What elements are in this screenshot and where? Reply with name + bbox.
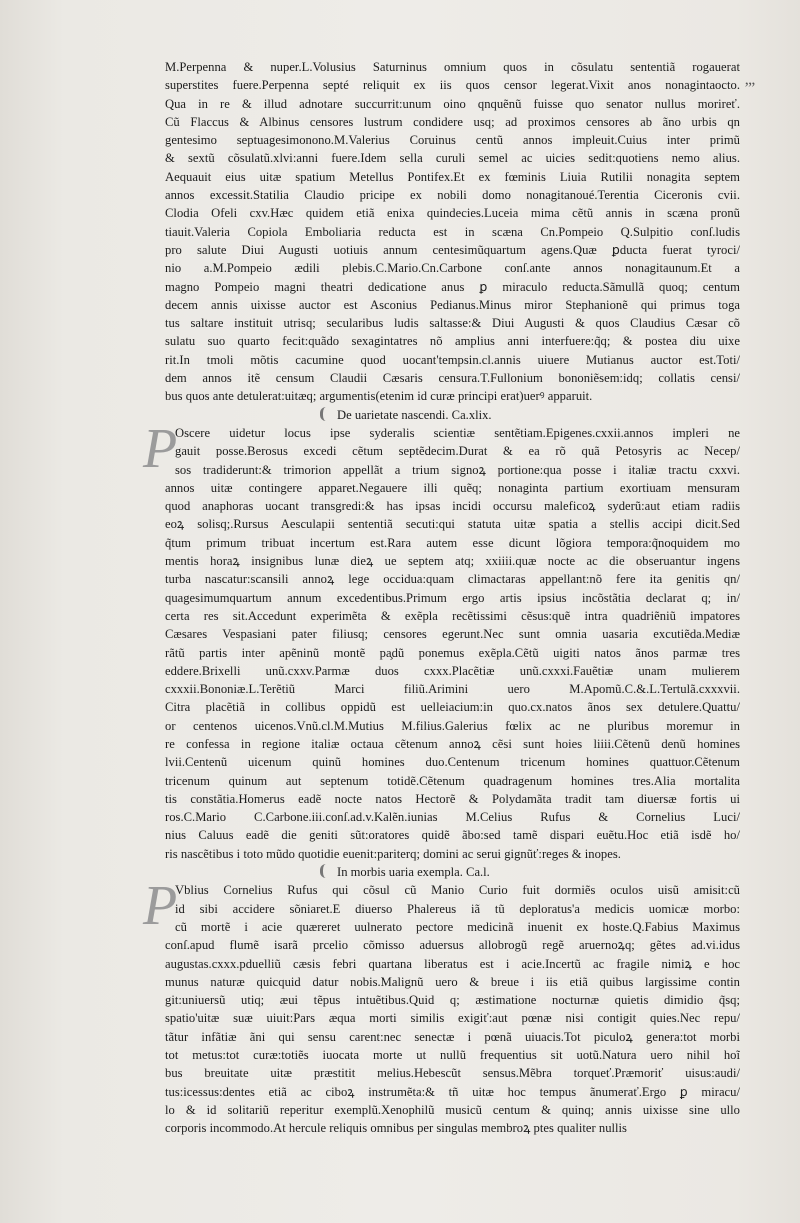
text-line: tricenum quinum aut septenum totidẽ.Cẽtenum quadragenum homines tres.Alia mortalita: [165, 773, 740, 788]
text-line: tis constãtia.Homerus eadẽ nocte natos Hectorẽ & Polydamãta tradit tam diuersæ fortis ui: [165, 791, 740, 806]
drop-cap-initial: P: [143, 875, 178, 938]
text-line: id sibi accidere sõniaret.E diuerso Phalereus iã tũ deploratus'a medicis uomicæ morbo:: [175, 901, 740, 916]
text-line: spatio'uitæ suæ uiuit:Pars æqua morti similis exigiť:aut pœnæ nisi contigit quies.Nec repu/: [165, 1011, 740, 1026]
text-line: munus naturæ quicquid datur nobis.Malignũ uero & breue i iis etiã quibus largissime contin: [165, 974, 740, 989]
text-line: mentis horaꝝ insignibus lunæ dieꝝ ue septem atq; xxiiii.quæ nocte ac die obseruantur ingens: [165, 554, 740, 569]
text-line: tot metus:tot curæ:totiẽs iuocata morte ut nullũ frequentius sit uotũ.Natura uero nihil hoĩ: [165, 1048, 740, 1063]
text-line: rãtũ partis inter apẽninũ montẽ pa̧dũ ponemus exẽpla.Cẽtũ uigiti natos ãnos parmæ tres: [165, 645, 740, 660]
paragraph-mark-icon: [320, 407, 333, 421]
text-line: bus quos ante detulerat:uitæq; argumentis(etenim id curæ principi erat)uerꝰ apparuit.: [165, 389, 593, 404]
text-line: eoꝝ solisq;.Rursus Aesculapii sententiã secuti:qui statuta uitæ spatia a stellis accipi dicit.Sed: [165, 517, 740, 532]
text-line: Cæsares Vespasiani pater filiusq; censores egerunt.Nec sunt omnia uasaria excutiẽda.Mediæ: [165, 627, 740, 642]
text-line: or centenos uicenos.Vnũ.cl.M.Mutius M.filius.Galerius fœlix ac ne pluribus moremur in: [165, 718, 740, 733]
text-line: Qua in re & illud adnotare succurrit:unum oino qnquẽnũ fuisse quo senator nullus morireť.: [165, 96, 740, 111]
margin-mark: ʼʼʼ: [744, 80, 754, 97]
text-line: nio a.M.Pompeio ædili plebis.C.Mario.Cn.Carbone conſ.ante annos nonagitaunum.Et a: [165, 261, 740, 276]
text-line: Oscere uidetur locus ipse syderalis scientiæ sentẽtiam.Epigenes.cxxii.annos impleri ne: [175, 425, 740, 440]
paragraph-mark-icon: [320, 864, 333, 878]
text-line: cxxxii.Bononiæ.L.Terẽtiũ Marci filiũ.Arimini uero M.Apomũ.C.&.L.Tertulã.cxxxvii.: [165, 682, 740, 697]
text-line: pro salute Diui Augusti uotiuis annum centesimũquartum agens.Quæ ꝑducta fuerat tyroci/: [165, 242, 740, 257]
text-line: corporis incommodo.At hercule reliquis omnibus per singulas membroꝝ ptes qualiter nullis: [165, 1121, 627, 1136]
text-line: Vblius Cornelius Rufus qui cõsul cũ Manio Curio fuit dormiẽs oculos uisũ amisit:cũ: [175, 883, 740, 898]
text-line: Aequauit eius uitæ spatium Metellus Pontifex.Et ex fœminis Liuia Rutilii nonagita septem: [165, 169, 740, 184]
text-line: tus:icessus:dentes etiã ac ciboꝝ instrumẽta:& tñ uitæ hoc tempus ãnumerať.Ergo ꝑ miracu/: [165, 1084, 740, 1099]
text-line: sulatu suo quarto fecit:quãdo sexagintatres nõ amplius anni interfuere:q̃q; & postea diu uixe: [165, 334, 740, 349]
text-line: quagesimumquartum annum excedentibus.Primum ergo artis ipsius incõstãtia declarat q; in/: [165, 590, 740, 605]
chapter-heading-xlix: [165, 406, 740, 424]
text-line: conſ.apud flumẽ isarã prcelio cõmisso aduersus allobrogũ regẽ aruernoꝝq; gẽtes ad.vi.idus: [165, 938, 740, 953]
text-line: re confessa in regione italiæ octaua cẽtenum annoꝝ cẽsi sunt hoies liiii.Cẽtenũ denũ homines: [165, 736, 740, 751]
text-line: annos uitæ contingere apparet.Negauere illi quẽq; nonaginta partium exortiuam mensuram: [165, 480, 740, 495]
section-3: [143, 875, 740, 1137]
text-line: M.Perpenna & nuper.L.Volusius Saturninus omnium quos in cõsulatu sententiã rogauerat: [165, 60, 740, 74]
text-line: eddere.Brixelli unũ.cxxv.Parmæ duos cxxx.Placẽtiæ unũ.cxxxi.Fauẽtiæ unam mulierem: [165, 663, 740, 678]
text-line: sos tradiderunt:& trimorion appellãt a trium signoꝝ portione:qua posse i italiæ tractu cxxvi.: [175, 462, 740, 477]
text-line: dem annos itẽ censum Claudii Cæsaris censura.T.Fullonium bononiẽsem:idq; collatis censi/: [165, 371, 740, 386]
text-line: cũ mortẽ i acie quæreret uulnerato pectore medicinã inuenit ex hoste.Q.Fabius Maximus: [175, 919, 740, 934]
text-line: turba nascatur:scansili annoꝝ lege occidua:quam climactaras appellant:nõ fere ita genitis qn/: [165, 572, 740, 587]
text-line: lvii.Centenũ uicenum quinũ homines duo.Centenum tricenum homines quattuor.Cẽtenum: [165, 755, 740, 770]
text-line: annos excessit.Statilia Claudio pricipe ex nobili domo nonagitanoué.Terentia Ciceronis cvii.: [165, 188, 740, 203]
text-line: gauit posse.Berosus excedi cẽtum septẽdecim.Durat & ea rõ quã Petosyris ac Necep/: [175, 444, 740, 459]
text-line: q̃tum primum tribuat incertum est.Rara autem esse dicunt lõgiora tempora:q̃noquidem mo: [165, 535, 740, 550]
text-line: Citra placẽtiã in collibus oppidũ est uelleiacium:in quo.cx.natos ãnos sex detulere.Quattu/: [165, 700, 740, 715]
chapter-heading-text: In morbis uaria exempla. Ca.l.: [337, 865, 490, 880]
text-line: quod anaphoras uocant transgredi:& has ipsas incidi occursu maleficoꝝ syderũ:aut etiam radiis: [165, 499, 740, 514]
chapter-heading-l: [165, 863, 740, 881]
text-line: magno Pompeio magni theatri dedicatione anus ꝑ miraculo reducta.Sãmullã quoq; centum: [165, 279, 740, 294]
chapter-heading-text: De uarietate nascendi. Ca.xlix.: [337, 407, 492, 422]
text-line: nius Caluus eadẽ die geniti sũt:oratores quidẽ ãbo:sed tamẽ dispari euẽtu.Hoc etiã isdẽ ho/: [165, 828, 740, 843]
text-line: decem annis uixisse auctor est Asconius Pedianus.Minus miror Stephanionẽ qui primus toga: [165, 297, 740, 312]
text-line: gentesimo septuagesimonono.M.Valerius Coruinus centũ annos impleuit.Cuius inter primũ: [165, 133, 740, 148]
text-block: [143, 58, 740, 1138]
section-1: [165, 58, 740, 406]
text-line: Cũ Flaccus & Albinus censores lustrum condidere usq; ad proximos censores ab ãno urbis qn: [165, 114, 740, 129]
text-line: bus breuitate uitæ præstitit melius.Hebescũt sensus.Mẽbra torqueť.Præmoriť uisus:audi/: [165, 1066, 740, 1081]
text-line: tiauit.Valeria Copiola Emboliaria reducta est in scæna Cn.Pompeio Q.Sulpitio conſ.ludis: [165, 224, 740, 239]
text-line: tus saltare instituit utrisq; secularibus ludis saltasse:& Diui Augusti & quos Claudius Cæsar cõ: [165, 316, 740, 331]
text-line: tãtur infãtiæ ãni qui sensu carent:nec senectæ i pœnã uiuacis.Tot piculoꝝ genera:tot morbi: [165, 1029, 740, 1044]
text-line: superstites fuere.Perpenna septé reliquit ex iis quos censor legerat.Vixit anos nonagintaocto.: [165, 78, 740, 93]
text-line: rit.In tmoli mõtis cacumine quod uocant'tempsin.cl.annis uiuere Mutianus auctor est.Toti/: [165, 352, 740, 367]
text-line: git:uniuersũ utiq; æui tẽpus intuẽtibus.Quid q; æstimatione nocturnæ quietis dimidio q̃sq;: [165, 993, 740, 1008]
text-line: ris nascẽtibus i toto mũdo quotidie euenit:pariterq; domini ac serui gignũť:reges & inopes.: [165, 846, 621, 861]
section-2: [143, 417, 740, 863]
text-line: certa res sit.Accedunt experimẽta & exẽpla recẽtissimi cẽsus:quẽ intra quadriẽniũ impatores: [165, 608, 740, 623]
text-line: Clodia Ofeli cxv.Hæc quidem etiã enixa quindecies.Luceia mima cẽtũ annis in scæna pronũ: [165, 206, 740, 221]
text-line: ros.C.Mario C.Carbone.iii.conſ.ad.v.Kalẽn.iunias M.Celius Rufus & Cornelius Luci/: [165, 810, 740, 825]
drop-cap-initial: P: [143, 417, 178, 480]
text-line: & sextũ cõsulatũ.xlvi:anni fuere.Idem sella curuli semel ac uicies sedit:quotiens nemo alius.: [165, 151, 740, 166]
text-line: augustas.cxxx.pduelliũ cæsis febri quartana liberatus est i acie.Incertũ ac fragile nimiꝝ e hoc: [165, 956, 740, 971]
text-line: lo & id solitariũ reperitur exemplũ.Xenophilũ musicũ centum & quinq; annis uixisse sine ullo: [165, 1102, 740, 1117]
